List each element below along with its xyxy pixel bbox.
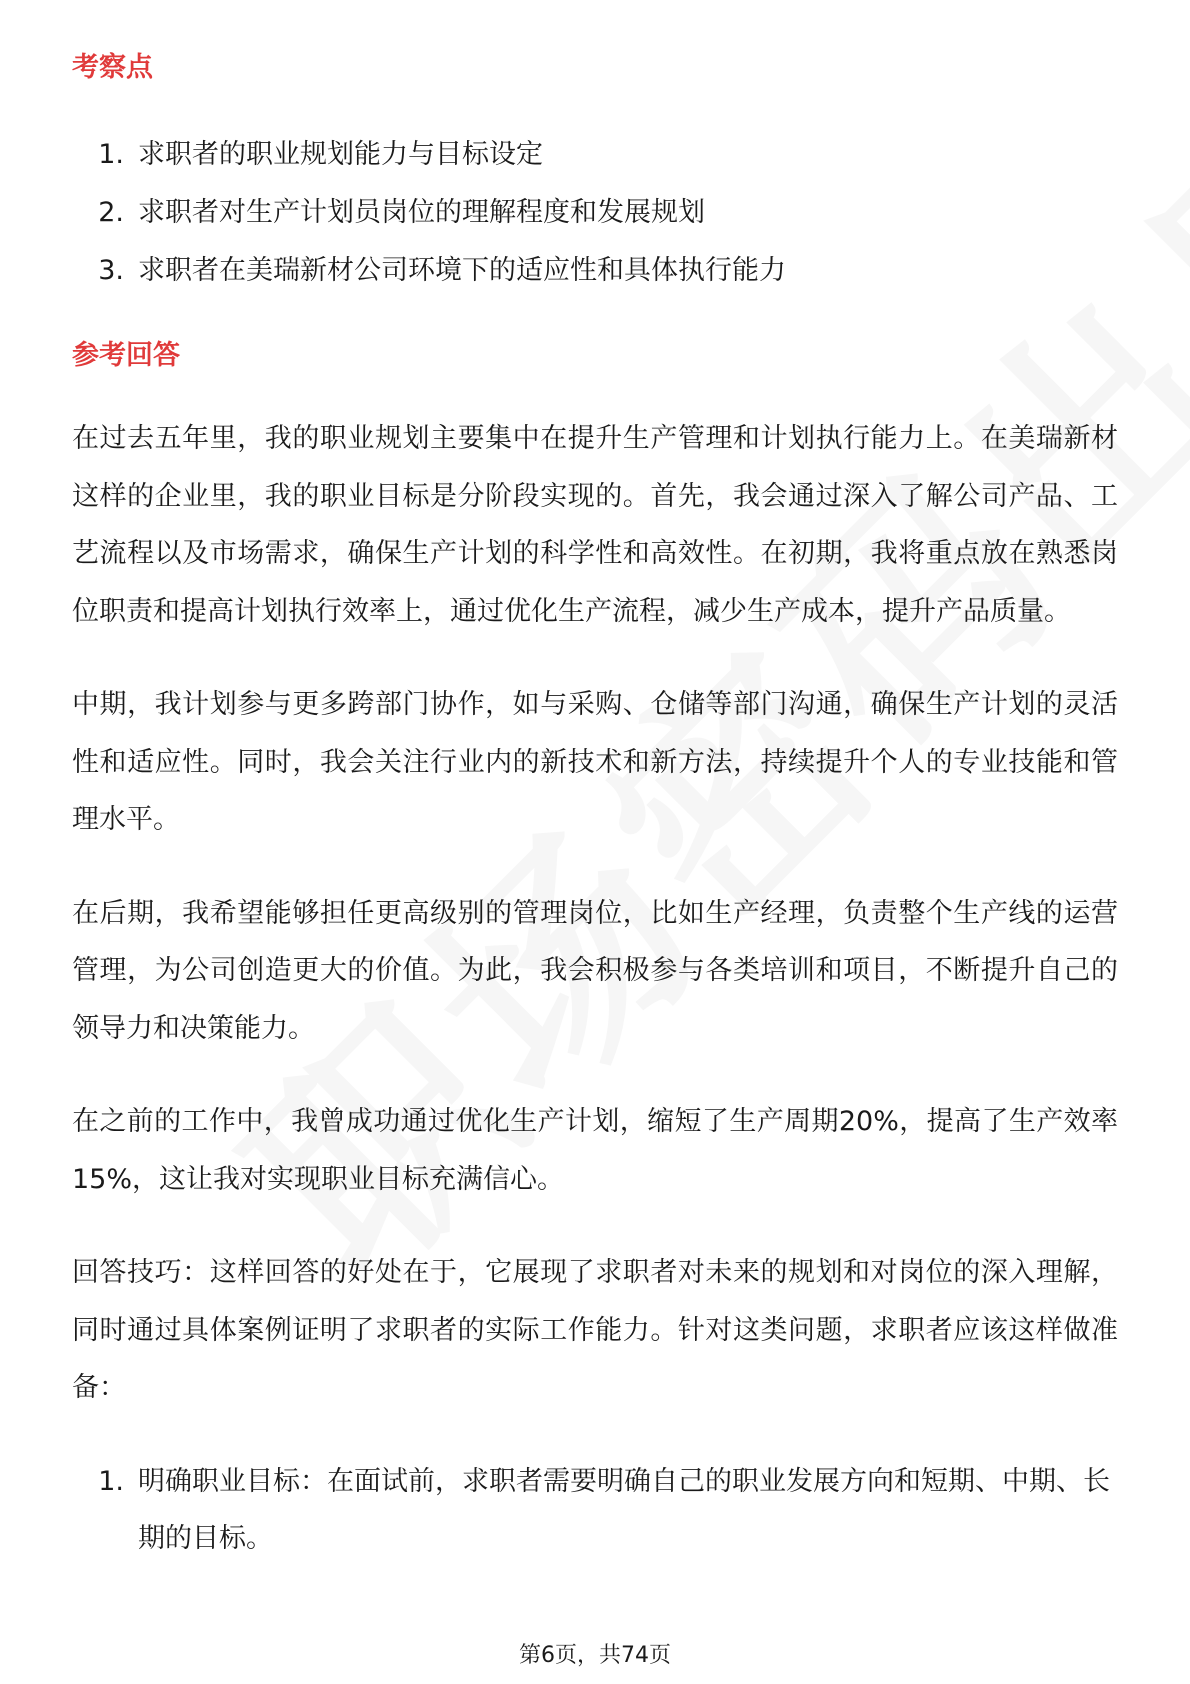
answer-tips-paragraph: 回答技巧：这样回答的好处在于，它展现了求职者对未来的规划和对岗位的深入理解，同时通过具体案例证明了求职者的实际工作能力。针对这类问题，求职者应该这样做准备： — [72, 1257, 1118, 1403]
list-item — [72, 1453, 1118, 1568]
page-number: 第6页，共74页 — [519, 1643, 671, 1668]
document-body — [72, 48, 1118, 1568]
list-item-number: 2. — [98, 197, 124, 228]
list-item — [72, 242, 1118, 300]
list-item-number: 3. — [98, 255, 124, 286]
preparation-tips-list — [72, 1453, 1118, 1568]
answer-paragraph: 在之前的工作中，我曾成功通过优化生产计划，缩短了生产周期20%，提高了生产效率15%，这让我对实现职业目标充满信心。 — [72, 1106, 1118, 1195]
list-item-text: 求职者对生产计划员岗位的理解程度和发展规划 — [138, 197, 705, 228]
answer-paragraph: 中期，我计划参与更多跨部门协作，如与采购、仓储等部门沟通，确保生产计划的灵活性和适应性。同时，我会关注行业内的新技术和新方法，持续提升个人的专业技能和管理水平。 — [72, 689, 1118, 835]
list-item — [72, 184, 1118, 242]
section-title-reference-answer: 参考回答 — [72, 340, 180, 371]
list-item-number: 1. — [98, 1465, 124, 1497]
section-title-assessment-points: 考察点 — [72, 52, 153, 83]
answer-paragraph: 在过去五年里，我的职业规划主要集中在提升生产管理和计划执行能力上。在美瑞新材这样的企业里，我的职业目标是分阶段实现的。首先，我会通过深入了解公司产品、工艺流程以及市场需求，确保生产计划的科学性和高效性。在初期，我将重点放在熟悉岗位职责和提高计划执行效率上，通过优化生产流程，减少生产成本，提升产品质量。 — [72, 423, 1118, 627]
list-item-text: 求职者在美瑞新材公司环境下的适应性和具体执行能力 — [138, 255, 786, 286]
list-item-text: 明确职业目标：在面试前，求职者需要明确自己的职业发展方向和短期、中期、长期的目标。 — [138, 1465, 1110, 1554]
answer-paragraph: 在后期，我希望能够担任更高级别的管理岗位，比如生产经理，负责整个生产线的运营管理，为公司创造更大的价值。为此，我会积极参与各类培训和项目，不断提升自己的领导力和决策能力。 — [72, 897, 1118, 1044]
list-item-text: 求职者的职业规划能力与目标设定 — [138, 139, 543, 170]
list-item-number: 1. — [98, 139, 124, 170]
assessment-points-list — [72, 126, 1118, 300]
list-item — [72, 126, 1118, 184]
